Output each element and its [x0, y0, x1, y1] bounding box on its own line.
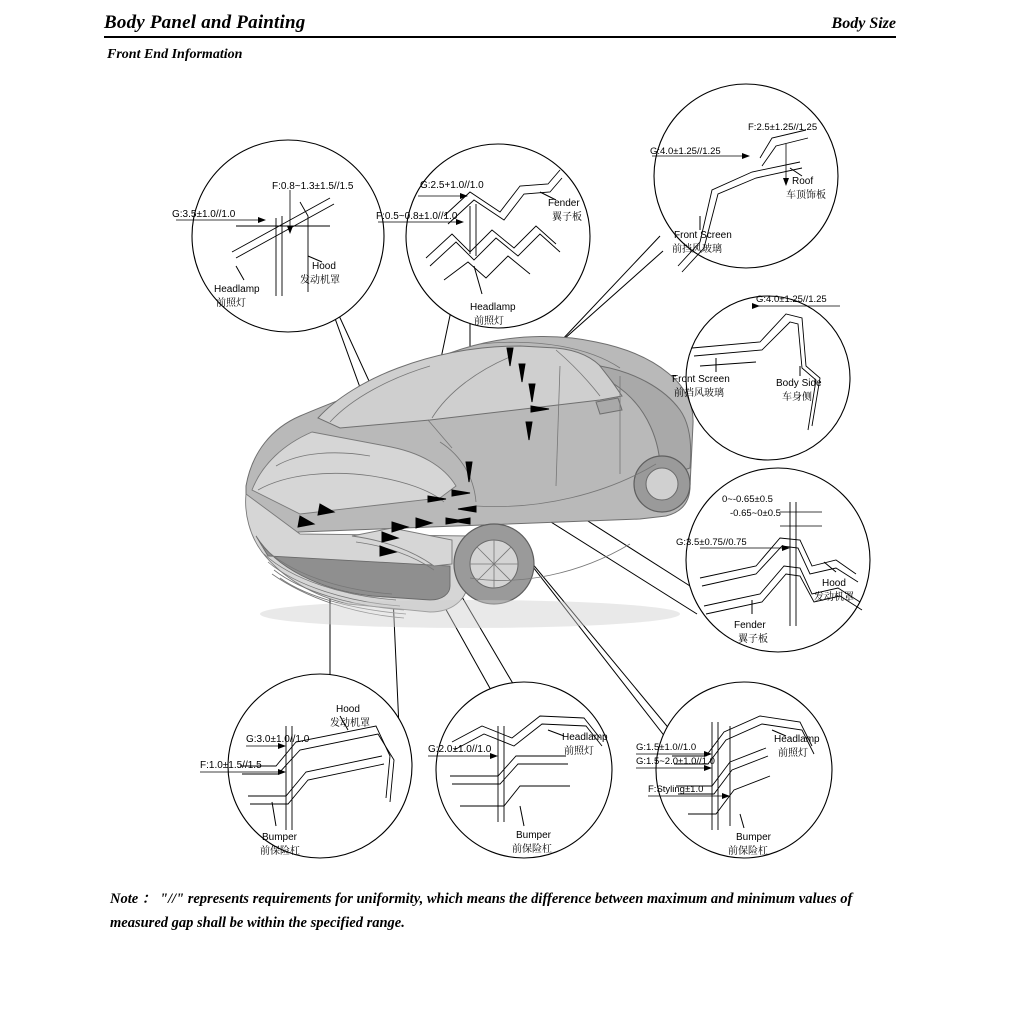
- dim-label: G:1.5±1.0//1.0: [636, 742, 697, 753]
- dim-label: F:0.8~1.3±1.5//1.5: [272, 181, 354, 192]
- part-label-cn: 车身侧: [782, 392, 812, 403]
- part-label-en: Headlamp: [774, 734, 820, 745]
- callout-headlamp-hood: [172, 140, 384, 332]
- part-label-cn: 发动机罩: [814, 592, 854, 603]
- part-label-en: Body Side: [776, 378, 822, 389]
- dim-label: F:0.5~0.8±1.0//1.0: [376, 211, 458, 222]
- part-label-cn: 翼子板: [738, 634, 768, 645]
- figure-front-end-information: [0, 66, 1019, 876]
- subsection-title: Front End Information: [107, 47, 243, 62]
- vehicle-illustration: [246, 336, 693, 628]
- dim-label: G:2.5+1.0//1.0: [420, 180, 484, 191]
- callout-headlamp-bumper-styling: [636, 682, 832, 858]
- part-label-cn: 前照灯: [564, 746, 594, 757]
- page-title: Body Panel and Painting: [104, 12, 306, 33]
- part-label-en: Bumper: [262, 832, 298, 843]
- callout-headlamp-bumper: [428, 682, 612, 858]
- dim-label: G:3.0±1.0//1.0: [246, 734, 310, 745]
- part-label-cn: 前保险杠: [260, 846, 300, 857]
- dim-label: F:1.0±1.5//1.5: [200, 760, 262, 771]
- part-label-cn: 发动机罩: [330, 718, 370, 729]
- part-label-cn: 车顶饰板: [786, 190, 826, 201]
- part-label-en: Front Screen: [672, 374, 730, 385]
- part-label-en: Hood: [312, 261, 336, 272]
- dim-label: G:4.0±1.25//1.25: [650, 146, 721, 157]
- callout-headlamp-fender: [376, 144, 590, 328]
- page-header: [104, 8, 896, 38]
- callout-hood-bumper: [200, 674, 412, 858]
- callout-fender-hood: [676, 468, 870, 652]
- part-label-cn: 前照灯: [216, 298, 246, 309]
- dim-label: F:2.5±1.25//1.25: [748, 122, 818, 133]
- dim-label: F:Styling±1.0: [648, 784, 704, 795]
- dim-label: G:1.5~2.0±1.0//1.0: [636, 756, 715, 767]
- part-label-cn: 前保险杠: [728, 846, 768, 857]
- section-title: Body Size: [831, 15, 896, 32]
- callout-front-screen-roof: [650, 84, 838, 272]
- part-label-en: Hood: [336, 704, 360, 715]
- dim-label: 0~-0.65±0.5: [722, 494, 773, 505]
- callout-front-screen-body-side: [672, 294, 850, 460]
- part-label-cn: 前照灯: [778, 748, 808, 759]
- figure-note: Note ： "//" represents requirements for uniformity, which means the difference between maximum and minimum values of measured gap shall be within the specified range.: [110, 891, 853, 931]
- part-label-en: Headlamp: [562, 732, 608, 743]
- part-label-cn: 前挡风玻璃: [674, 388, 724, 399]
- part-label-en: Bumper: [516, 830, 552, 841]
- dim-label: G:2.0±1.0//1.0: [428, 744, 492, 755]
- part-label-en: Fender: [734, 620, 766, 631]
- part-label-en: Hood: [822, 578, 846, 589]
- dim-label: G:3.5±1.0//1.0: [172, 209, 236, 220]
- part-label-cn: 前挡风玻璃: [672, 244, 722, 255]
- part-label-en: Roof: [792, 176, 814, 187]
- part-label-cn: 前照灯: [474, 316, 504, 327]
- dim-label: G:3.5±0.75//0.75: [676, 537, 747, 548]
- part-label-en: Bumper: [736, 832, 772, 843]
- part-label-en: Headlamp: [214, 284, 260, 295]
- part-label-cn: 发动机罩: [300, 275, 340, 286]
- dim-label: G:4.0±1.25//1.25: [756, 294, 827, 305]
- part-label-en: Headlamp: [470, 302, 516, 313]
- part-label-cn: 前保险杠: [512, 844, 552, 855]
- part-label-cn: 翼子板: [552, 212, 582, 223]
- part-label-en: Front Screen: [674, 230, 732, 241]
- dim-label: -0.65~0±0.5: [730, 508, 781, 519]
- part-label-en: Fender: [548, 198, 580, 209]
